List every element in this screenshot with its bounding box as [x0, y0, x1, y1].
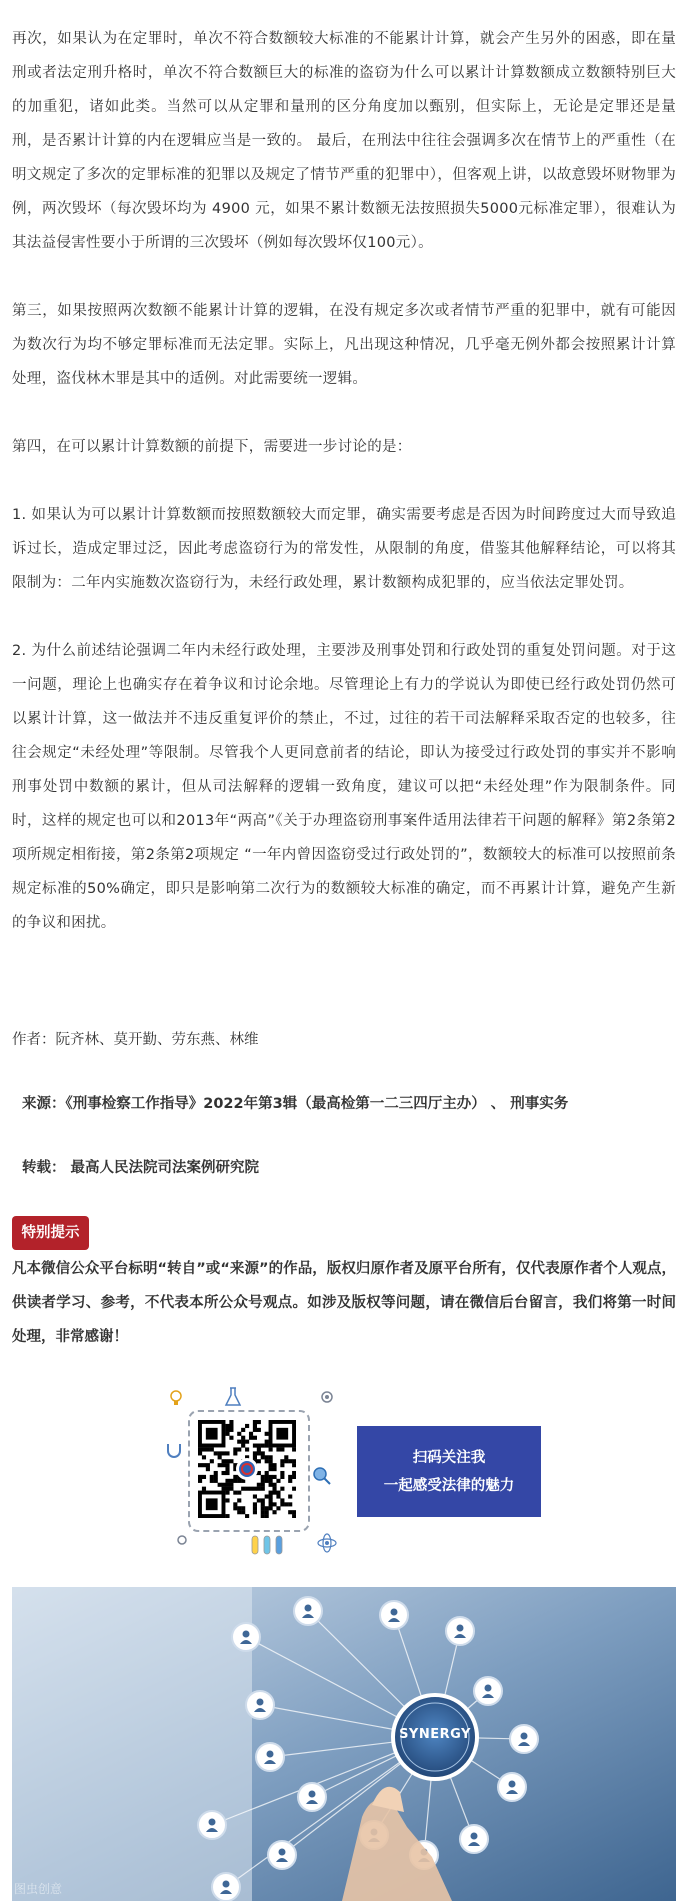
special-notice-badge: 特别提示 — [12, 1216, 89, 1250]
network-person-node — [212, 1873, 240, 1901]
synergy-banner-image — [12, 1587, 676, 1901]
article-body — [12, 22, 676, 940]
network-person-node — [446, 1617, 474, 1645]
source-line: 来源：《刑事检察工作指导》2022年第3辑（最高检第一二三四厅主办） 、 刑事实务 — [22, 1096, 569, 1112]
follow-line-1: 扫码关注我 — [412, 1449, 486, 1466]
network-person-node — [268, 1841, 296, 1869]
network-person-node — [298, 1783, 326, 1811]
network-person-node — [246, 1691, 274, 1719]
flask-icon — [224, 1386, 242, 1408]
qr-code — [198, 1420, 296, 1518]
network-person-node — [460, 1825, 488, 1853]
network-person-node — [474, 1677, 502, 1705]
image-watermark: 图虫创意 — [14, 1882, 63, 1896]
copyright-notice: 凡本微信公众平台标明“转自”或“来源”的作品，版权归原作者及原平台所有，仅代表原作者个人观点，供读者学习、参考，不代表本所公众号观点。如涉及版权等问题，请在微信后台留言，我们将第一时间处理，非常感谢！ — [12, 1261, 676, 1345]
paragraph: 再次，如果认为在定罪时，单次不符合数额较大标准的不能累计计算，就会产生另外的困惑，即在量刑或者法定刑升格时，单次不符合数额巨大的标准的盗窃为什么可以累计计算数额成立数额特别巨大的加重犯，诸如此类。当然可以从定罪和量刑的区分角度加以甄别，但实际上，无论是定罪还是量刑，是否累计计算的内在逻辑应当是一致的。 最后，在刑法中往往会强调多次在情节上的严重性（在明文规定了多次的定罪标准的犯罪以及规定了情节严重的犯罪中），但客观上讲，以故意毁坏财物罪为例，两次毁坏（每次毁坏均为 4900 元，如果不累计数额无法按照损失5000元标准定罪），很难认为其法益侵害性要小于所谓的三次毁坏（例如每次毁坏仅100元）。 — [12, 31, 676, 251]
network-person-node — [256, 1743, 284, 1771]
small-gear-icon — [174, 1532, 190, 1548]
network-person-node — [380, 1601, 408, 1629]
paragraph: 第四，在可以累计计算数额的前提下，需要进一步讨论的是： — [12, 439, 412, 455]
follow-line-2: 一起感受法律的魅力 — [383, 1477, 515, 1494]
gear-icon — [318, 1388, 336, 1406]
paragraph: 第三，如果按照两次数额不能累计计算的逻辑，在没有规定多次或者情节严重的犯罪中，就有可能因为数次行为均不够定罪标准而无法定罪。实际上，凡出现这种情况，几乎毫无例外都会按照累计计算处理，盗伐林木罪是其中的适例。对此需要统一逻辑。 — [12, 303, 676, 387]
network-person-node — [498, 1773, 526, 1801]
paragraph: 2. 为什么前述结论强调二年内未经行政处理，主要涉及刑事处罚和行政处罚的重复处罚问题。对于这一问题，理论上也确实存在着争议和讨论余地。尽管理论上有力的学说认为即使已经行政处罚仍然可以累计计算，这一做法并不违反重复评价的禁止，不过，过往的若干司法解释采取否定的也较多，往往会规定“未经处理”等限制。尽管我个人更同意前者的结论，即认为接受过行政处罚的事实并不影响刑事处罚中数额的累计，但从司法解释的逻辑一致角度，建议可以把“未经处理”作为限制条件。同时，这样的规定也可以和2013年“两高”《关于办理盗窃刑事案件适用法律若干问题的解释》第2条第2项所规定相衔接，第2条第2项规定 “一年内曾因盗窃受过行政处罚的”，数额较大的标准可以按照前条规定标准的50%确定，即只是影响第二次行为的数额较大标准的确定，而不再累计计算，避免产生新的争议和困扰。 — [12, 643, 676, 931]
test-tubes-icon — [248, 1534, 288, 1556]
reprint-line: 转载： 最高人民法院司法案例研究院 — [22, 1160, 260, 1176]
synergy-label: SYNERGY — [399, 1727, 471, 1742]
follow-us-box — [357, 1426, 541, 1517]
atom-icon — [316, 1532, 338, 1554]
network-person-node — [198, 1811, 226, 1839]
network-person-node — [294, 1597, 322, 1625]
paragraph: 1. 如果认为可以累计计算数额而按照数额较大而定罪，确实需要考虑是否因为时间跨度过大而导致追诉过长，造成定罪过泛，因此考虑盗窃行为的常发性，从限制的角度，借鉴其他解释结论，可以将其限制为：二年内实施数次盗窃行为，未经行政处理，累计数额构成犯罪的，应当依法定罪处罚。 — [12, 507, 676, 591]
network-person-node — [232, 1623, 260, 1651]
magnet-icon — [164, 1440, 184, 1460]
lightbulb-icon — [166, 1388, 186, 1408]
magnifier-icon — [312, 1466, 332, 1486]
network-person-node — [510, 1725, 538, 1753]
authors-line: 作者：阮齐林、莫开勤、劳东燕、林维 — [12, 1032, 259, 1048]
